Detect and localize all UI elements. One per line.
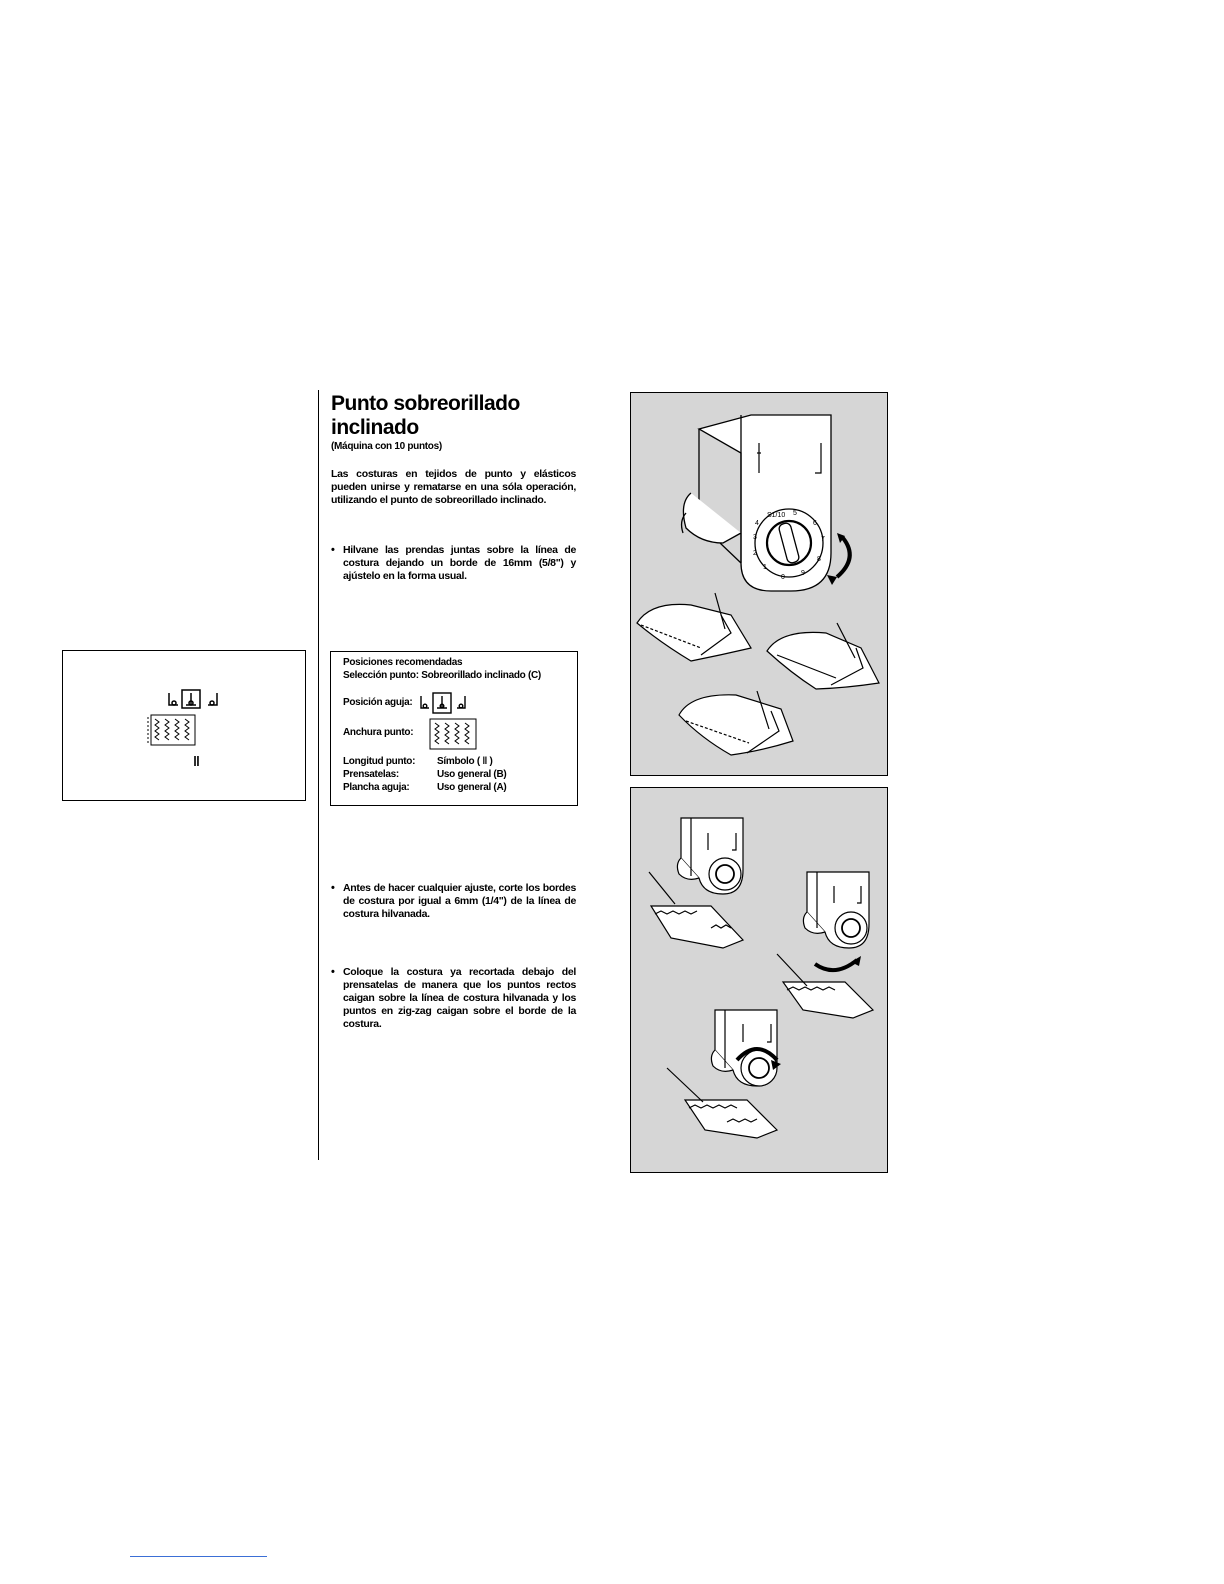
needle-position-label: Posición aguja: — [343, 697, 413, 708]
presser-foot-label: Prensatelas: — [343, 769, 399, 780]
sewing-machine-illustration — [631, 393, 887, 775]
illustration-sewing-steps — [630, 787, 888, 1173]
bullet-mark: • — [331, 966, 335, 978]
dial-number: 4 — [755, 520, 759, 527]
needle-plate-label: Plancha aguja: — [343, 782, 410, 793]
presser-foot-value: Uso general (B) — [437, 769, 507, 780]
instruction-text: Hilvane las prendas juntas sobre la línea de costura dejando un borde de 16mm (5/8") y ajústelo en la forma usual. — [343, 544, 576, 582]
dial-number: 2 — [753, 550, 757, 557]
bullet-mark: • — [331, 544, 335, 556]
footer-rule — [130, 1556, 267, 1557]
bullet-mark: • — [331, 882, 335, 894]
dial-label: S1/10 — [767, 512, 786, 519]
quick-settings-panel — [62, 650, 306, 801]
instruction-text: Antes de hacer cualquier ajuste, corte los bordes de costura por igual a 6mm (1/4") de la línea de costura hilvanada. — [343, 882, 576, 920]
stitch-width-label: Anchura punto: — [343, 727, 414, 738]
page-subtitle: (Máquina con 10 puntos) — [331, 441, 442, 452]
illustration-dial-adjustment — [630, 392, 888, 776]
needle-position-icon — [417, 690, 487, 716]
dial-number: 9 — [801, 570, 805, 577]
sewing-steps-illustration — [631, 788, 887, 1172]
column-divider — [318, 390, 319, 1160]
page-title: Punto sobreorillado inclinado — [331, 392, 520, 439]
dial-number: 8 — [817, 556, 821, 563]
dial-number: 7 — [821, 536, 825, 543]
recommended-heading: Posiciones recomendadas — [343, 657, 463, 668]
stitch-length-label: Longitud punto: — [343, 756, 416, 767]
dial-number: 1 — [763, 564, 767, 571]
dial-number: 3 — [753, 534, 757, 541]
needle-plate-value: Uso general (A) — [437, 782, 507, 793]
intro-paragraph: Las costuras en tejidos de punto y elásticos pueden unirse y rematarse en una sóla operación, utilizando el punto de sobreorillado inclinado. — [331, 468, 576, 506]
instruction-text: Coloque la costura ya recortada debajo del prensatelas de manera que los puntos rectos caigan sobre la línea de costura hilvanada y los puntos en zig-zag caigan sobre el borde de la costura. — [343, 966, 576, 1030]
stitch-width-icon — [429, 718, 479, 752]
stitch-width-icon — [148, 715, 195, 745]
stitch-length-symbol: ǁ — [193, 753, 200, 769]
stitch-selection: Selección punto: Sobreorillado inclinado (C) — [343, 670, 541, 681]
recommended-settings-box — [330, 651, 578, 806]
needle-position-icon — [63, 651, 305, 800]
dial-number: 6 — [813, 520, 817, 527]
dial-number: 0 — [781, 574, 785, 581]
stitch-length-value: Símbolo ( ǁ ) — [437, 756, 493, 767]
dial-number: 5 — [793, 510, 797, 517]
